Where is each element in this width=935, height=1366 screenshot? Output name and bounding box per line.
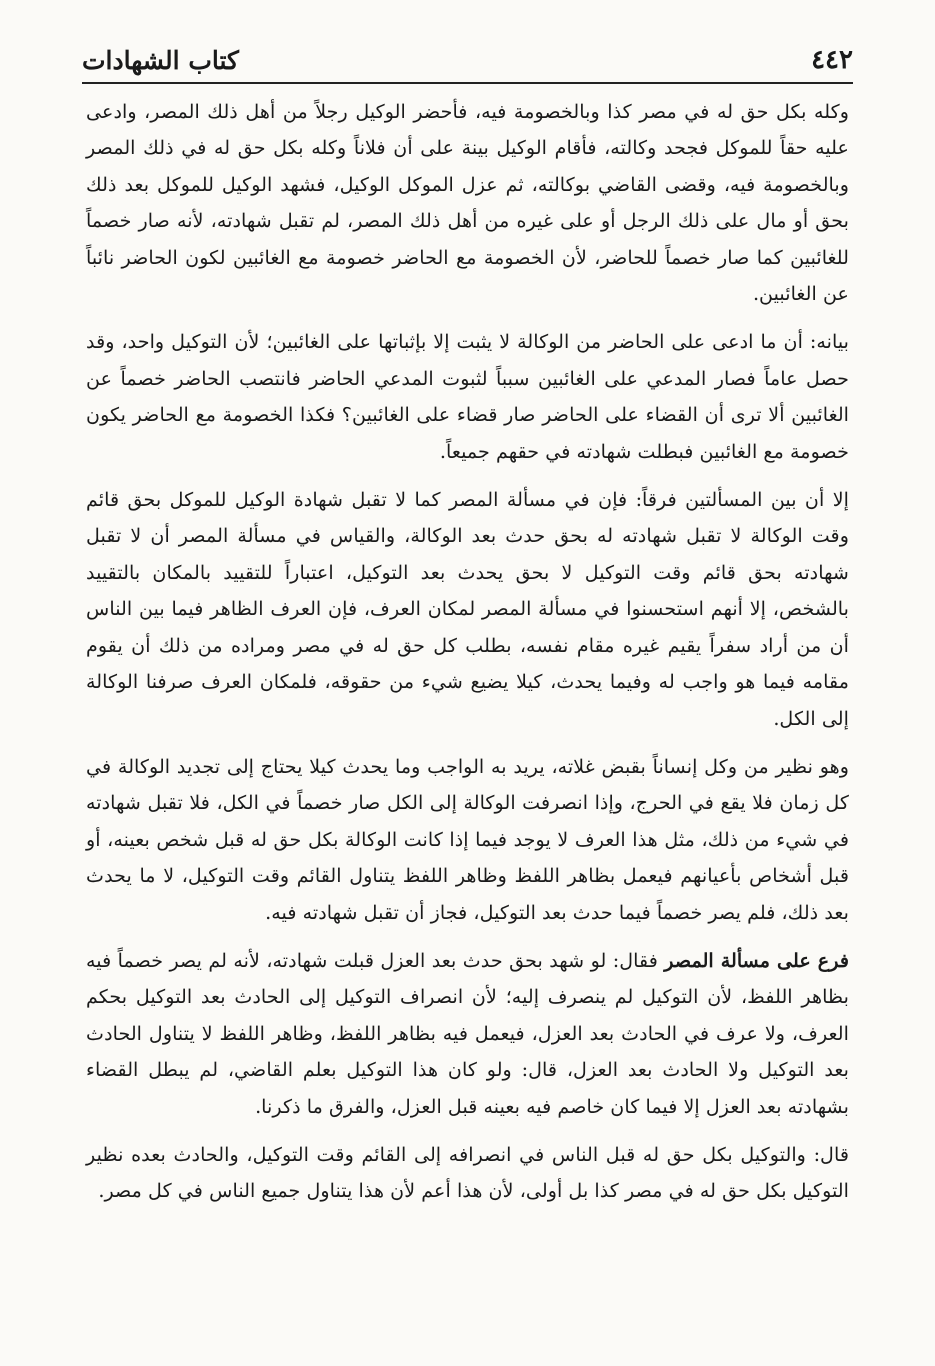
- paragraph-4: [86, 749, 849, 931]
- body-text: [86, 94, 849, 1222]
- running-title: كتاب الشهادات: [82, 45, 239, 75]
- paragraph-text: وهو نظير من وكل إنساناً بقبض غلاته، يريد به الواجب وما يحدث كيلا يحتاج إلى تجديد الوكالة في كل زمان فلا يقع في الحرج، وإذا انصرفت الوكالة إلى الكل صار خصماً في الكل، فلا تقبل شهادته في شيء من ذلك، مثل هذا العرف لا يوجد فيما إذا كانت الوكالة بكل حق له قبل شخص بعينه، أو قبل أشخاص بأعيانهم فيعمل بظاهر اللفظ وظاهر اللفظ يتناول القائم وقت التوكيل، لا ما يحدث بعد ذلك، فلم يصر خصماً فيما حدث بعد التوكيل، فجاز أن تقبل شهادته فيه.: [86, 754, 849, 924]
- paragraph-text: بيانه: أن ما ادعى على الحاضر من الوكالة لا يثبت إلا بإثباتها على الغائبين؛ لأن التوكيل واحد، وقد حصل عاماً فصار المدعي على الغائبين سبباً لثبوت المدعي الحاضر فانتصب الحاضر خصماً عن الغائبين ألا ترى أن القضاء على الحاضر صار قضاء على الغائبين؟ فكذا الخصومة مع الحاضر يكون خصومة مع الغائبين فبطلت شهادته في حقهم جميعاً.: [86, 330, 849, 463]
- paragraph-text: فقال: لو شهد بحق حدث بعد العزل قبلت شهادته، لأنه لم يصر خصماً فيه بظاهر اللفظ، لأن التوكيل لم ينصرف إليه؛ لأن انصراف التوكيل إلى الحادث بعد التوكيل بحكم العرف، ولا عرف في الحادث بعد العزل، فيعمل فيه بظاهر اللفظ، وظاهر اللفظ لا يتناول الحادث بعد التوكيل ولا الحادث بعد العزل، قال: ولو كان هذا التوكيل بعلم القاضي، لم يبطل القضاء بشهادته بعد العزل إلا فيما كان خاصم فيه بعينه قبل العزل، والفرق ما ذكرنا.: [86, 948, 849, 1118]
- paragraph-text: وكله بكل حق له في مصر كذا وبالخصومة فيه، فأحضر الوكيل رجلاً من أهل ذلك المصر، وادعى عليه حقاً للموكل فجحد وكالته، فأقام الوكيل بينة على أن فلاناً وكله بكل حق له في ذلك المصر وبالخصومة فيه، وقضى القاضي بوكالته، ثم عزل الموكل الوكيل، فشهد الوكيل للموكل بعد ذلك بحق أو مال على ذلك الرجل أو على غيره من أهل ذلك المصر، لم تقبل شهادته، لأنه صار خصماً للغائبين كما صار خصماً للحاضر، لأن الخصومة مع الحاضر خصومة مع الغائبين لكون الحاضر نائباً عن الغائبين.: [86, 100, 849, 306]
- paragraph-6: [86, 1137, 849, 1210]
- paragraph-text: إلا أن بين المسألتين فرقاً: فإن في مسألة المصر كما لا تقبل شهادة الوكيل للموكل بحق قائم وقت الوكالة لا تقبل شهادته له بحق حدث بعد الوكالة، والقياس في مسألة المصر أن لا تقبل شهادته بحق قائم وقت التوكيل لا بحق يحدث بعد التوكيل، اعتباراً للتقييد بالمكان بالتقييد بالشخص، إلا أنهم استحسنوا في مسألة المصر لمكان العرف، فإن العرف الظاهر فيما بين الناس أن من أراد سفراً يقيم غيره مقام نفسه، بطلب كل حق له في مصر ومراده من ذلك أن يقوم مقامه فيما هو واجب له وفيما يحدث، كيلا يضيع شيء من حقوقه، فلمكان العرف صرفنا الوكالة إلى الكل.: [86, 488, 849, 730]
- page-number: ٤٤٢: [811, 45, 853, 75]
- section-lead-heading: فرع على مسألة المصر: [664, 948, 849, 972]
- paragraph-1: [86, 94, 849, 312]
- paragraph-2: [86, 324, 849, 470]
- paragraph-5: [86, 943, 849, 1125]
- paragraph-3: [86, 482, 849, 737]
- page-header: [82, 38, 853, 84]
- paragraph-text: قال: والتوكيل بكل حق له قبل الناس في انصرافه إلى القائم وقت التوكيل، والحادث بعده نظير التوكيل بكل حق له في مصر كذا بل أولى، لأن هذا أعم لأن هذا يتناول جميع الناس في كل مصر.: [86, 1142, 849, 1203]
